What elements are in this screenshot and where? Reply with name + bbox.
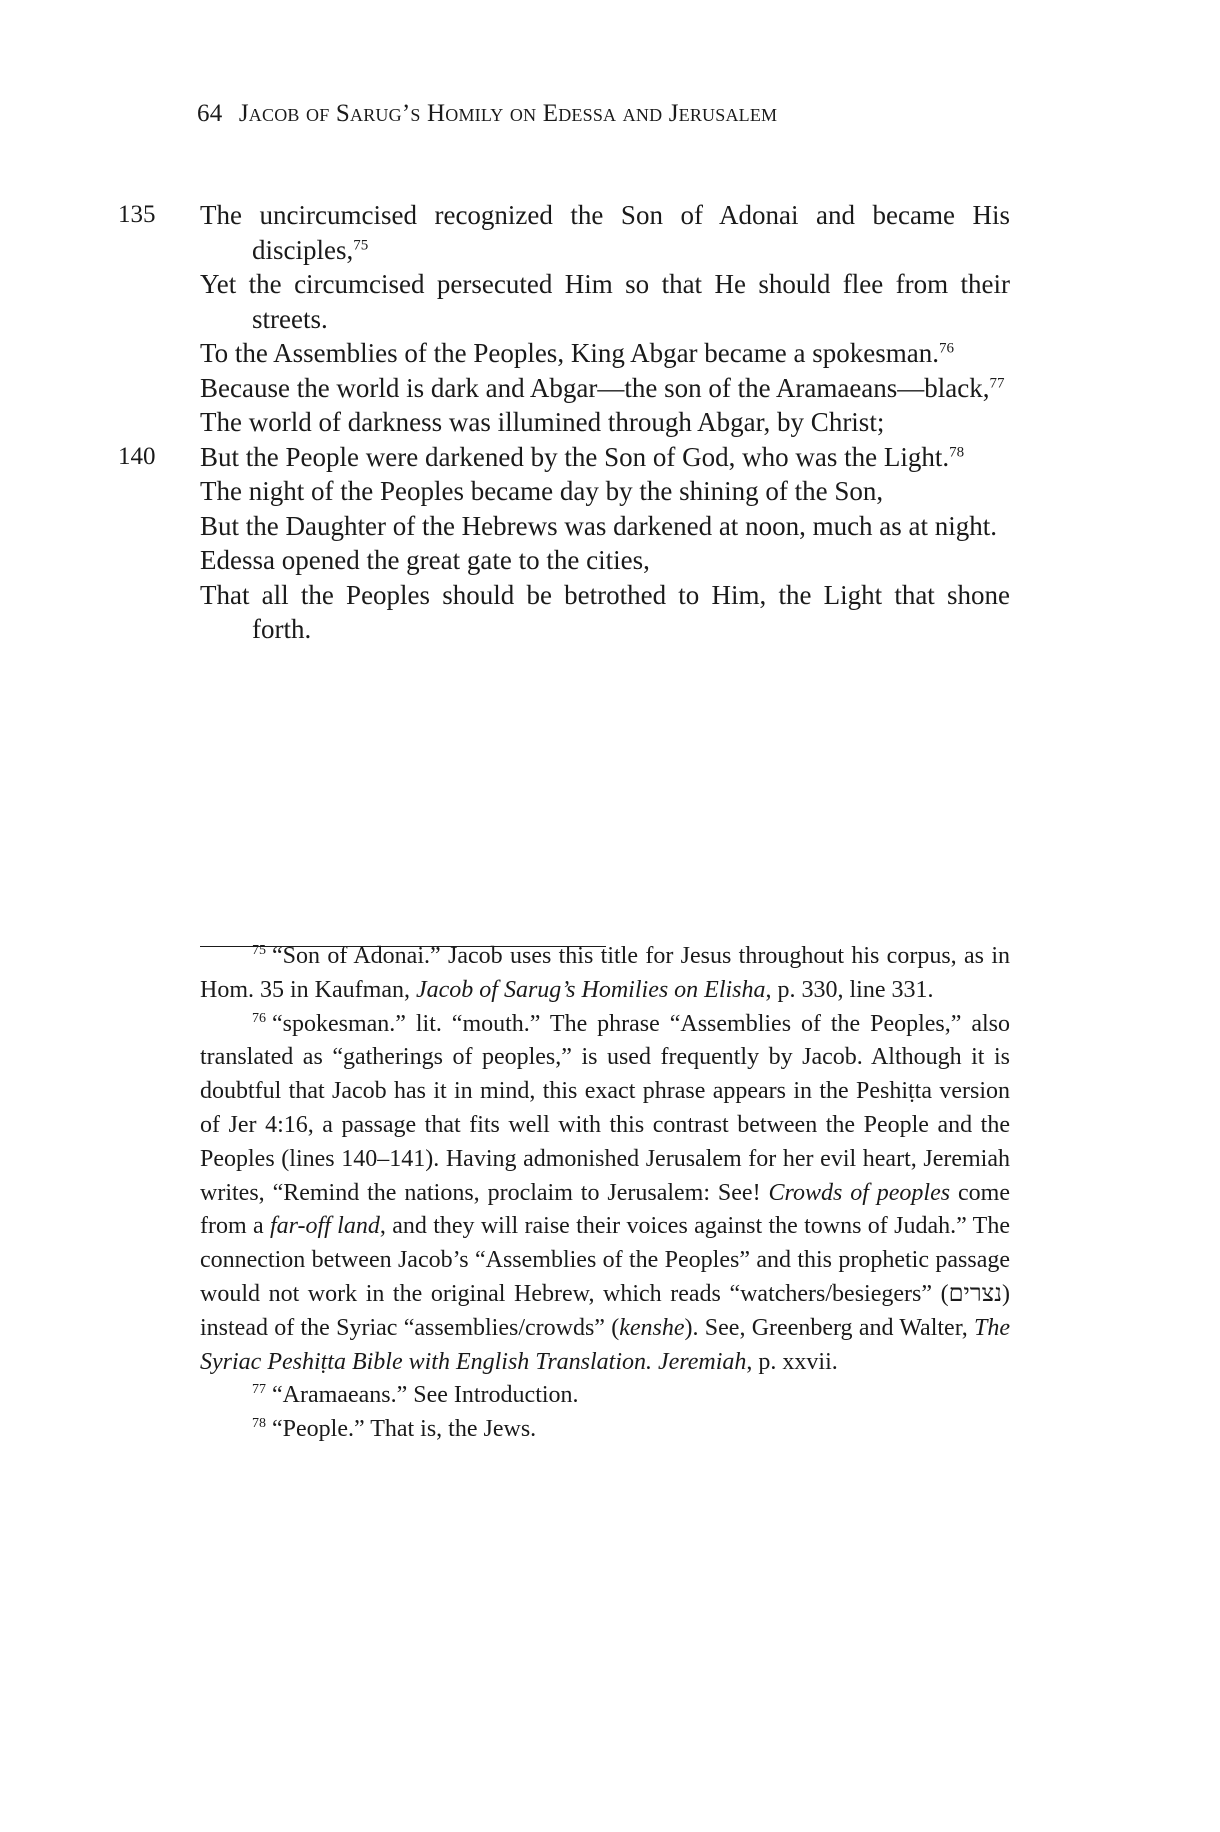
line-text: Edessa opened the great gate to the cities,	[200, 545, 650, 575]
footnote-78	[200, 1413, 1010, 1447]
footnote-mark: 78	[252, 1416, 266, 1432]
footnote-text: , and they will raise their voices against the towns of Judah.” The connection between Jacob’s “Assemblies of the Peoples” and this prophetic passage would not work in the original Hebrew, which reads “watchers/besiegers” (	[200, 1213, 1010, 1307]
poem-line	[200, 474, 1010, 509]
syriac-transliteration: kenshe	[619, 1314, 685, 1341]
poem-line	[118, 198, 1010, 267]
poem-line	[200, 405, 1010, 440]
poem-line	[118, 440, 1010, 475]
running-title: Jacob of Sarug’s Homily on Edessa and Jerusalem	[238, 100, 778, 127]
footnote-ref[interactable]: 77	[989, 374, 1005, 391]
hebrew-word: נצרים	[948, 1280, 1002, 1307]
line-text: The uncircumcised recognized the Son of Adonai and became His disciples,	[200, 200, 1010, 265]
emphasis: Crowds of peoples	[768, 1179, 951, 1206]
footnote-text: “Aramaeans.” See Introduction.	[272, 1382, 579, 1409]
line-text: But the Daughter of the Hebrews was darkened at noon, much as at night.	[200, 510, 998, 541]
footnote-text: ). See, Greenberg and Walter,	[684, 1314, 974, 1341]
poem-line	[200, 543, 1010, 578]
line-text: The world of darkness was illumined through Abgar, by Christ;	[200, 407, 885, 437]
footnote-text: , p. 330, line 331.	[765, 976, 934, 1003]
book-title: Jacob of Sarug’s Homilies on Elisha	[415, 976, 766, 1003]
poem-line	[200, 509, 1010, 544]
footnote-text: “spokesman.” lit. “mouth.” The phrase “Assemblies of the Peoples,” also translated as “gatherings of peoples,” is used frequently by Jacob. Although it is doubtful that Jacob has it in mind, this exact phrase appears in the Peshiṭta version of Jer 4:16, a passage that fits well with this contrast between the People and the Peoples (lines 140–141). Having admonished Jerusalem for her evil heart, Jeremiah writes, “Remind the nations, proclaim to Jerusalem: See!	[200, 1010, 1010, 1206]
page-number: 64	[197, 100, 223, 127]
book-title: The Syriac Peshiṭta Bible with English Translation. Jeremiah	[200, 1314, 1010, 1375]
footnote-76	[200, 1008, 1010, 1380]
footnote-mark: 75	[252, 942, 266, 958]
running-head	[197, 100, 777, 128]
footnote-mark: 76	[252, 1010, 266, 1026]
footnote-text: , p. xxvii.	[746, 1348, 838, 1375]
footnotes	[200, 940, 1010, 1447]
line-number: 140	[118, 442, 156, 470]
line-text: The night of the Peoples became day by the shining of the Son,	[200, 476, 884, 506]
footnote-mark: 77	[252, 1382, 266, 1398]
line-text: To the Assemblies of the Peoples, King Abgar became a spokesman.	[200, 338, 939, 368]
line-text: But the People were darkened by the Son of God, who was the Light.	[200, 441, 950, 472]
emphasis: far-off land	[269, 1213, 380, 1240]
footnote-text: “Son of Adonai.” Jacob uses this title for Jesus throughout his corpus, as in Hom. 35 in Kaufman,	[200, 943, 1010, 1003]
footnote-ref[interactable]: 76	[938, 340, 954, 357]
footnote-text: “People.” That is, the Jews.	[272, 1416, 537, 1443]
footnote-75	[200, 940, 1010, 1008]
line-text: Because the world is dark and Abgar—the son of the Aramaeans—black,	[200, 372, 990, 403]
poem-line	[200, 578, 1010, 647]
footnote-text: come from a	[200, 1179, 1010, 1240]
line-text: That all the Peoples should be betrothed to Him, the Light that shone forth.	[200, 579, 1010, 644]
footnote-77	[200, 1379, 1010, 1413]
poem-line	[200, 371, 1010, 406]
footnote-ref[interactable]: 78	[949, 443, 965, 460]
footnote-ref[interactable]: 75	[353, 236, 369, 253]
poem-line	[200, 336, 1010, 371]
footnote-text: ) instead of the Syriac “assemblies/crowds” (	[200, 1280, 1010, 1341]
poem-line	[200, 267, 1010, 336]
line-number: 135	[118, 201, 156, 228]
poem-text	[118, 198, 1010, 647]
line-text: Yet the circumcised persecuted Him so that He should flee from their streets.	[200, 269, 1010, 334]
